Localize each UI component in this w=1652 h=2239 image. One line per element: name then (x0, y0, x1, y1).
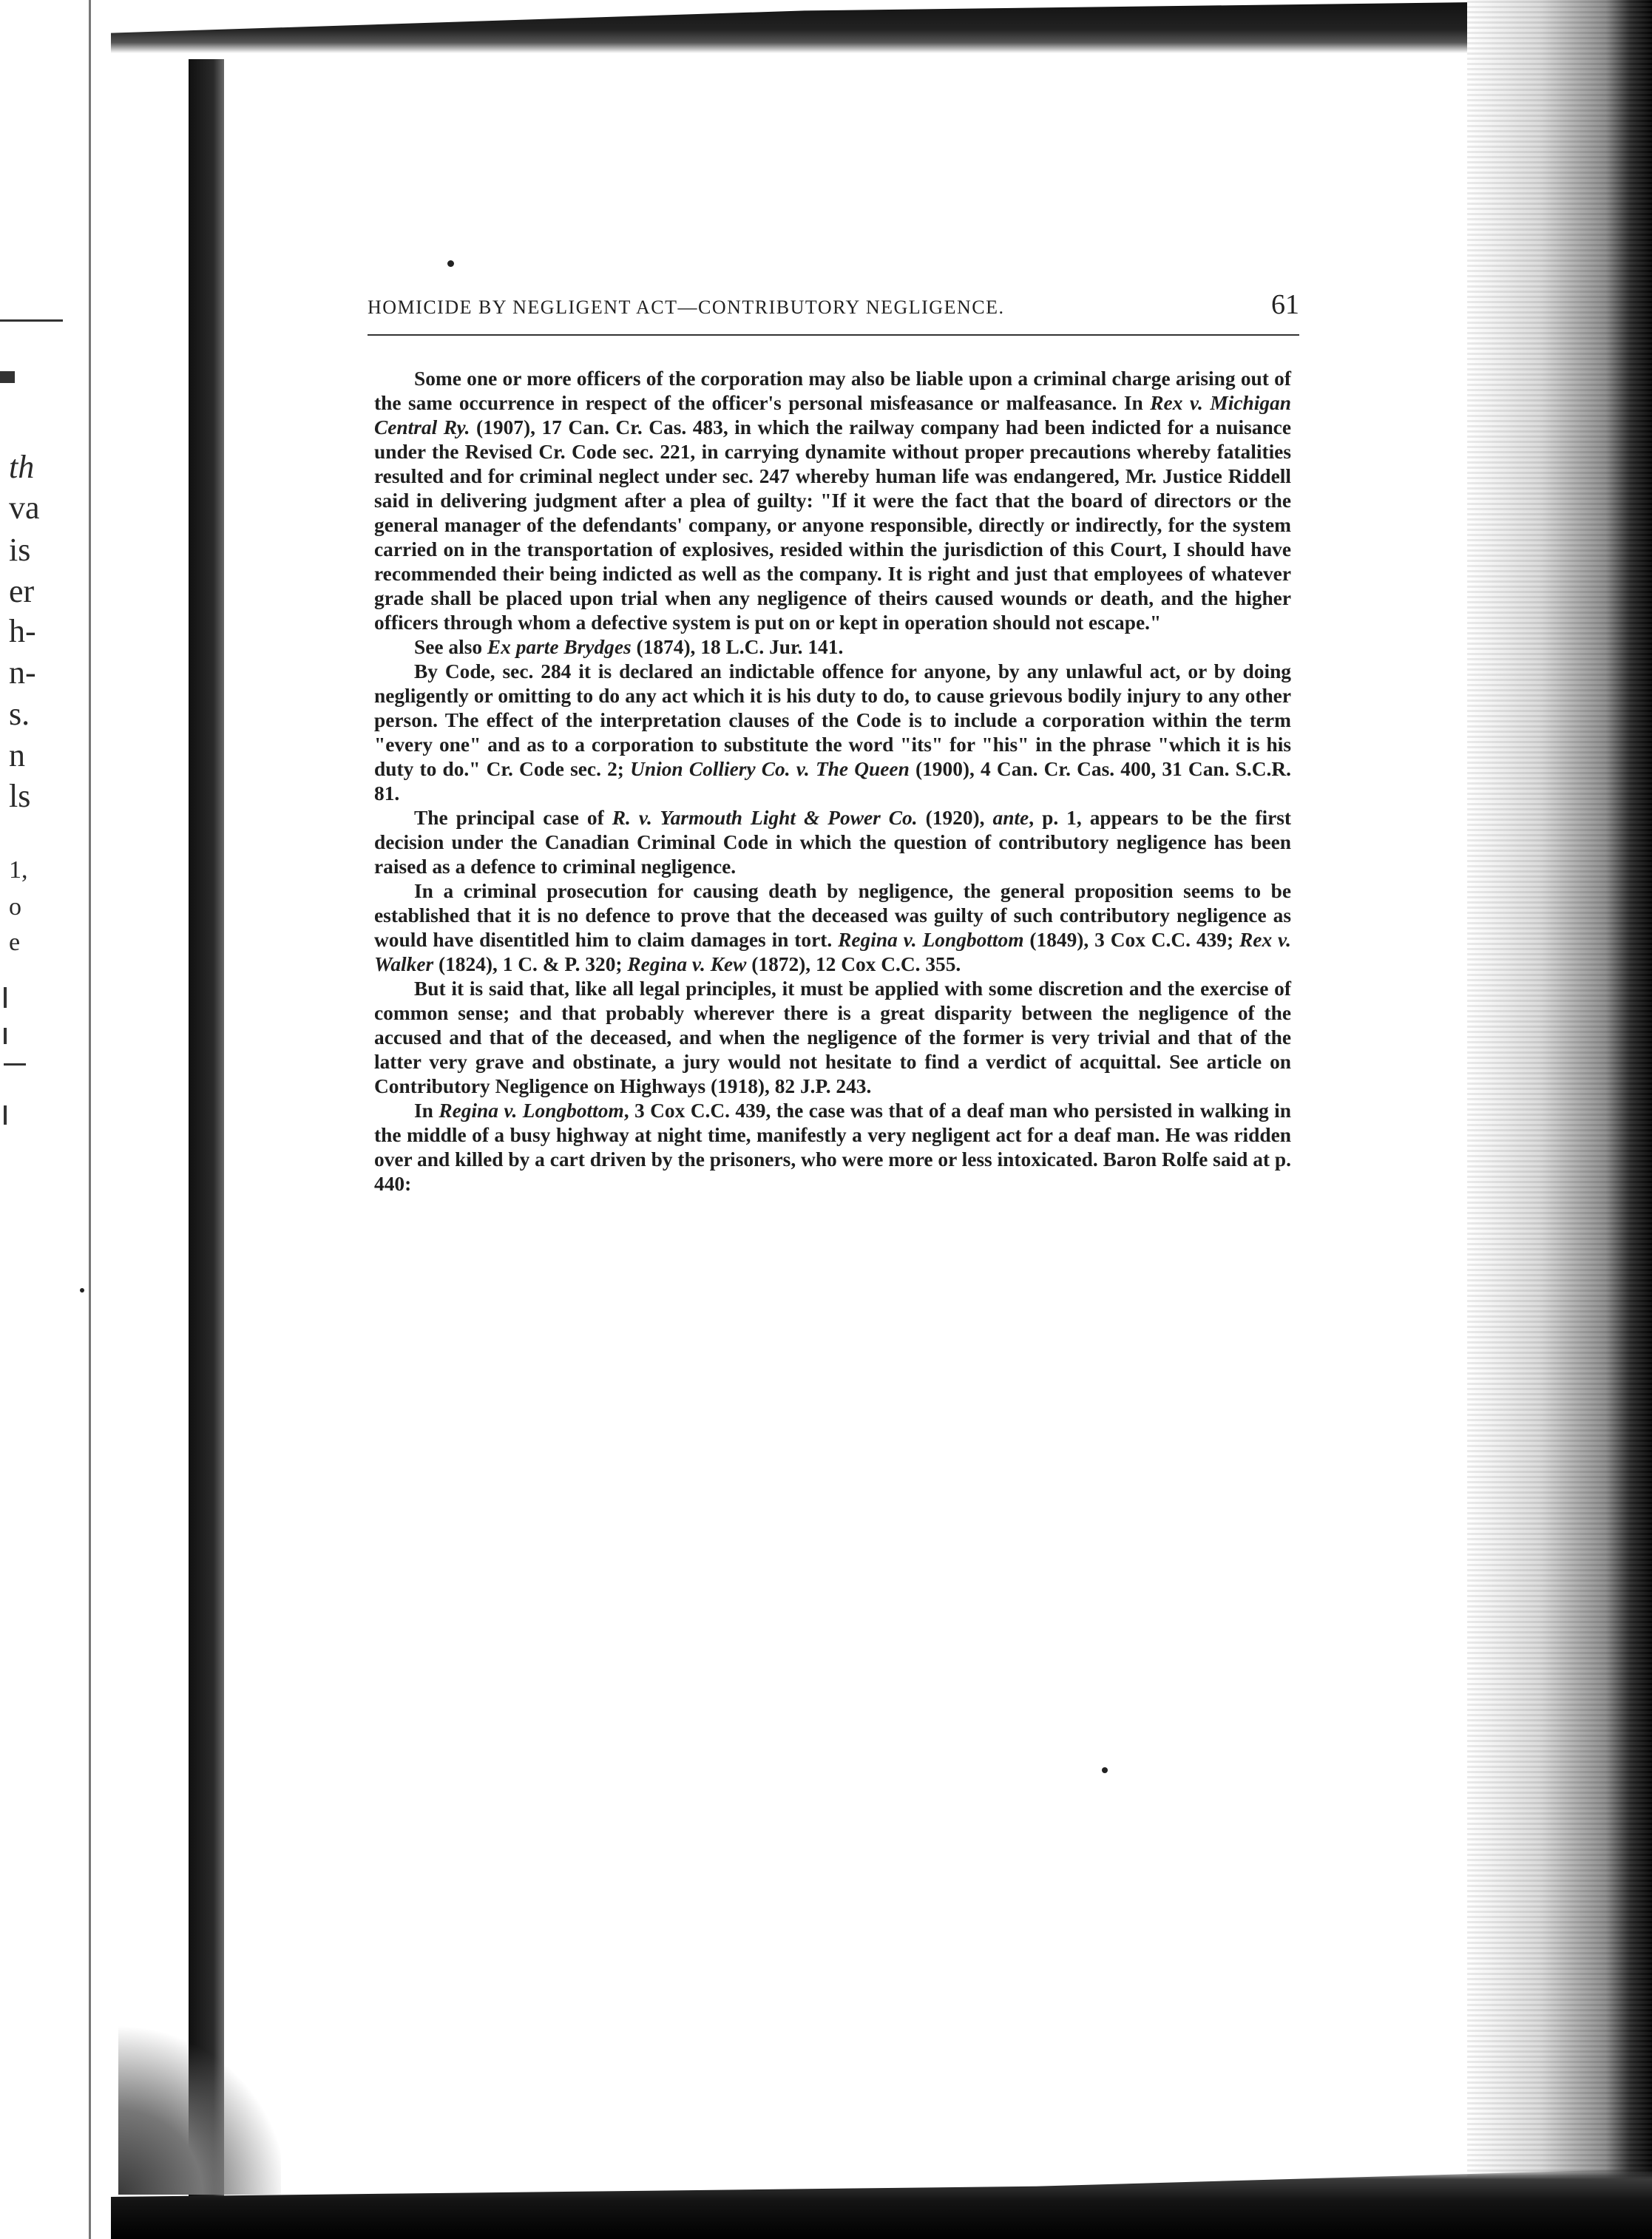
paragraph (374, 806, 1291, 879)
case-citation: Rex v. Walker (374, 929, 1292, 975)
edge-fragment: is (9, 532, 31, 568)
text-run: , 3 Cox C.C. 439, the case was that of a deaf man who persisted in walking in the middle of a busy highway at night time, manifestly a very negligent act for a deaf man. He was ridden over and killed by a cart driven by the prisoners, who were more or less intoxicated. Baron Rolfe said at p. 440: (374, 1100, 1291, 1195)
text-run: (1874), 18 L.C. Jur. 141. (631, 636, 844, 658)
text-run: (1824), 1 C. & P. 320; (433, 953, 628, 975)
text-run: The principal case of (414, 807, 612, 829)
case-citation: Regina v. Longbottom (439, 1100, 624, 1122)
adjacent-page-edge (0, 0, 91, 2239)
paragraph (374, 977, 1291, 1099)
page-number: 61 (1271, 289, 1299, 320)
edge-fragment: e (9, 929, 21, 956)
header-rule (368, 334, 1299, 336)
speck (1102, 1767, 1108, 1773)
paragraph (374, 660, 1291, 806)
text-run: Some one or more officers of the corporation may also be liable upon a criminal charge arising out of the same occurrence in respect of the officer's personal misfeasance or malfeasance. In (374, 367, 1291, 414)
text-run: (1849), 3 Cox C.C. 439; (1023, 929, 1240, 951)
scan-border-top (111, 0, 1652, 53)
case-citation: Regina v. Longbottom (838, 929, 1024, 951)
text-run: In (414, 1100, 439, 1122)
text-run: , p. 1, appears to be the first decision under the Canadian Criminal Code in which the question of contributory negligence has been raised as a defence to criminal negligence. (374, 807, 1292, 878)
paragraph (374, 879, 1291, 977)
running-title: HOMICIDE BY NEGLIGENT ACT—CONTRIBUTORY NEGLIGENCE. (368, 297, 1005, 318)
text-run: (1907), 17 Can. Cr. Cas. 483, in which the railway company had been indicted for a nuisance under the Revised Cr. Code sec. 221, in carrying dynamite without proper precautions whereby fatalities resulted and for criminal neglect under sec. 247 whereby human life was endangered, Mr. Justice Riddell said in delivering judgment after a plea of guilty: "If it were the fact that the board of directors or the general manager of the defendants' company, or anyone responsible, directly or indirectly, for the system carried on in the transportation of explosives, resided within the jurisdiction of this Court, I should have recommended their being indicted as well as the company. It is right and just that employees of whatever grade shall be placed upon trial when any negligence of theirs caused wounds or death, and the higher officers through whom a defective system is put on or kept in operation should not escape." (374, 416, 1291, 634)
text-run: See also (414, 636, 487, 658)
case-citation: ante (992, 807, 1029, 829)
edge-fragment: th (9, 449, 35, 485)
edge-mark (0, 319, 63, 322)
edge-mark (4, 987, 7, 1008)
text-run: (1872), 12 Cox C.C. 355. (746, 953, 961, 975)
text-run: (1900), 4 Can. Cr. Cas. 400, 31 Can. S.C.R. 81. (374, 758, 1292, 805)
text-run: But it is said that, like all legal principles, it must be applied with some discretion and the exercise of common sense; and that probably wherever there is a great disparity between the negligence of the accused and that of the deceased, and when the negligence of the former is very trivial and that of the latter very grave and obstinate, a jury would not hesitate to find a verdict of acquittal. See article on Contributory Negligence on Highways (1918), 82 J.P. 243. (374, 978, 1291, 1097)
case-citation: Union Colliery Co. v. The Queen (630, 758, 910, 780)
text-run: (1920), (917, 807, 993, 829)
edge-fragment: ls (9, 778, 31, 814)
paragraph (374, 367, 1291, 635)
edge-mark (4, 1028, 7, 1044)
case-citation: Rex v. Michigan Central Ry. (374, 392, 1291, 438)
speck (447, 260, 454, 267)
edge-fragment: n (9, 737, 25, 773)
book-gutter-shadow (189, 59, 224, 2204)
case-citation: R. v. Yarmouth Light & Power Co. (612, 807, 918, 829)
running-header (368, 288, 1299, 321)
speck (80, 1288, 84, 1293)
paragraph (374, 1099, 1291, 1196)
scan-corner-shadow (118, 2017, 281, 2195)
paragraph (374, 635, 1291, 660)
edge-fragment: s. (9, 696, 30, 732)
edge-fragment: va (9, 490, 40, 526)
text-run: By Code, sec. 284 it is declared an indictable offence for anyone, by any unlawful act, or by doing negligently or omitting to do any act which it is his duty to do, to cause grievous bodily injury to any other person. The effect of the interpretation clauses of the Code is to include a corporation within the term "every one" and as to a corporation to substitute the word "its" for "his" in the phrase "which it is his duty to do." Cr. Code sec. 2; (374, 660, 1291, 780)
case-citation: Ex parte Brydges (487, 636, 632, 658)
edge-mark (0, 371, 15, 383)
text-run: In a criminal prosecution for causing death by negligence, the general proposition seems to be established that it is no defence to prove that the deceased was guilty of such contributory negligence as would have disentitled him to claim damages in tort. (374, 880, 1291, 951)
edge-fragment: o (9, 893, 21, 921)
scan-border-right (1467, 0, 1652, 2239)
edge-fragment: h- (9, 613, 36, 649)
edge-fragment: 1, (9, 856, 28, 884)
edge-mark (4, 1063, 26, 1066)
edge-fragment: er (9, 573, 35, 609)
case-citation: Regina v. Kew (627, 953, 747, 975)
edge-fragment: n- (9, 654, 36, 691)
edge-mark (4, 1105, 7, 1125)
scan-border-bottom (111, 2169, 1652, 2239)
body-text (374, 367, 1291, 1196)
